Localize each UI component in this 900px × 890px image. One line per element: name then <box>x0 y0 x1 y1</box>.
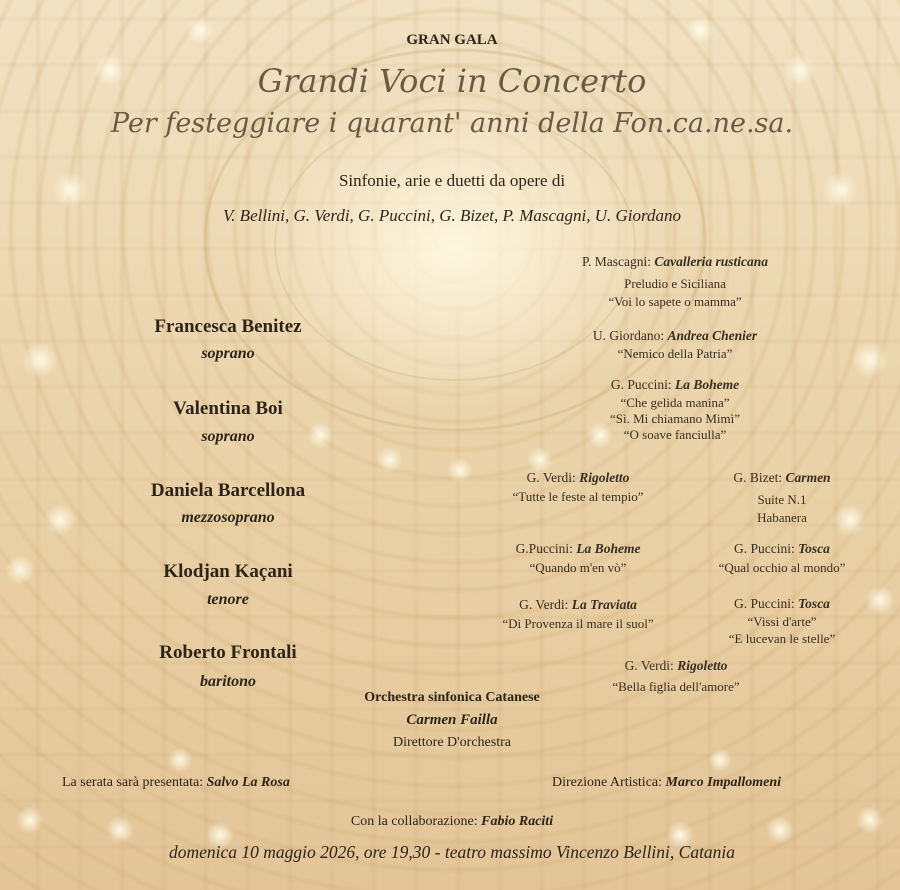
opera-title: La Traviata <box>571 597 637 612</box>
conductor-name: Carmen Failla <box>406 712 498 728</box>
presenter-label: La serata sarà presentata: <box>62 775 204 790</box>
program-piece: “Vissi d'arte” <box>747 614 817 629</box>
composer-name: G. Verdi: <box>519 597 569 612</box>
composer-name: U. Giordano: <box>592 328 665 343</box>
singer-role: baritono <box>199 673 257 690</box>
opera-title: Tosca <box>798 541 830 556</box>
opera-title: La Boheme <box>576 541 641 556</box>
program-piece: Habanera <box>757 510 807 525</box>
program-item-heading <box>734 596 830 612</box>
singer-role: mezzosoprano <box>181 509 275 526</box>
orchestra-name: Orchestra sinfonica Catanese <box>364 690 540 705</box>
program-item-heading <box>734 541 830 557</box>
program-piece: “Nemico della Patria” <box>617 346 733 361</box>
singer-role: soprano <box>201 345 255 362</box>
program-piece: “Di Provenza il mare il suol” <box>502 616 654 631</box>
program-item-heading <box>733 470 830 486</box>
presenter-name: Salvo La Rosa <box>206 775 290 790</box>
direction-name: Marco Impallomeni <box>665 775 782 790</box>
program-intro: Sinfonie, arie e duetti da opere di <box>338 171 566 190</box>
opera-title: Carmen <box>785 470 831 485</box>
program-item-heading <box>593 328 757 344</box>
composer-name: G. Puccini: <box>734 596 795 611</box>
program-piece: “Tutte le feste al tempio” <box>512 489 644 504</box>
singer-name: Roberto Frontali <box>159 642 297 663</box>
singer-role: soprano <box>201 428 255 445</box>
program-item-heading <box>527 470 630 486</box>
program-piece: “Bella figlia dell'amore” <box>612 679 740 694</box>
program-item-heading <box>611 377 739 393</box>
singer-role: tenore <box>207 591 249 608</box>
presenter-credit <box>62 775 290 791</box>
event-title: Grandi Voci in Concerto <box>257 62 647 100</box>
program-piece: “Che gelida manina” <box>620 395 730 410</box>
opera-title: Tosca <box>798 596 830 611</box>
program-piece: Suite N.1 <box>757 492 807 507</box>
opera-title: La Boheme <box>675 377 740 392</box>
composer-name: G. Puccini: <box>734 541 795 556</box>
program-piece: “O soave fanciulla” <box>623 427 727 442</box>
singer-name: Francesca Benitez <box>154 316 302 337</box>
collaboration-credit <box>351 814 553 830</box>
opera-title: Cavalleria rusticana <box>654 254 769 269</box>
opera-title: Andrea Chenier <box>667 328 758 343</box>
conductor-role: Direttore D'orchestra <box>393 735 511 750</box>
composer-name: G. Verdi: <box>624 658 674 673</box>
program-piece: Preludio e Siciliana <box>624 276 726 291</box>
composer-name: G. Puccini: <box>610 377 672 392</box>
singer-name: Daniela Barcellona <box>150 480 306 501</box>
collab-label: Con la collaborazione: <box>350 814 478 829</box>
gala-kicker: GRAN GALA <box>406 32 498 48</box>
opera-title: Rigoletto <box>579 470 630 485</box>
direction-label: Direzione Artistica: <box>552 775 663 790</box>
opera-title: Rigoletto <box>677 658 728 673</box>
program-item-heading <box>516 541 641 557</box>
program-item-heading <box>582 254 768 270</box>
program-item-heading <box>625 658 728 674</box>
event-date-venue: domenica 10 maggio 2026, ore 19,30 - teatro massimo Vincenzo Bellini, Catania <box>168 842 736 862</box>
singer-name: Klodjan Kaçani <box>163 561 293 582</box>
singer-name: Valentina Boi <box>173 398 283 419</box>
program-piece: “Voi lo sapete o mamma” <box>608 294 742 309</box>
artistic-direction-credit <box>552 775 781 791</box>
program-piece: “Qual occhio al mondo” <box>718 560 846 575</box>
program-piece: “E lucevan le stelle” <box>728 631 836 646</box>
program-piece: “Quando m'en vò” <box>529 560 627 575</box>
program-item-heading <box>519 597 637 613</box>
composers-list: V. Bellini, G. Verdi, G. Puccini, G. Bizet, P. Mascagni, U. Giordano <box>222 206 682 225</box>
composer-name: G. Bizet: <box>733 470 783 485</box>
program-piece: “Sì. Mi chiamano Mimì” <box>610 411 740 426</box>
composer-name: G. Verdi: <box>526 470 576 485</box>
collab-name: Fabio Raciti <box>481 814 554 829</box>
composer-name: G.Puccini: <box>515 541 573 556</box>
composer-name: P. Mascagni: <box>581 254 651 269</box>
event-subtitle-celebration: Per festeggiare i quarant' anni della Fon.ca.ne.sa. <box>110 108 794 139</box>
